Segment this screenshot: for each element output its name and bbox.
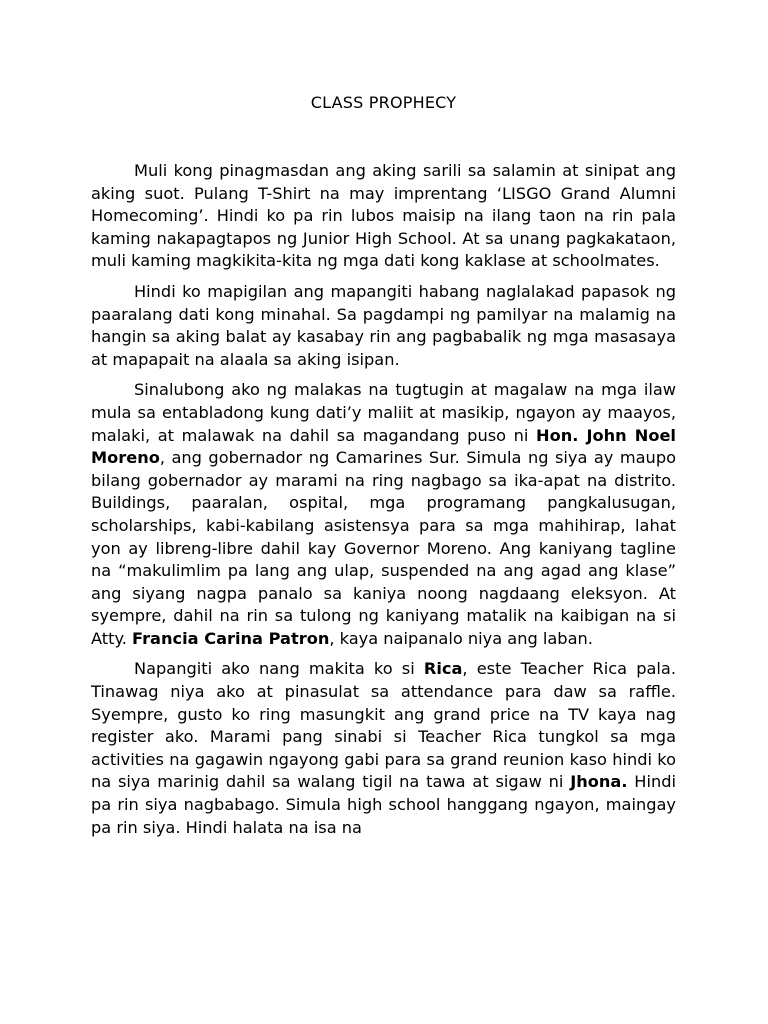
document-title: CLASS PROPHECY bbox=[310, 93, 457, 112]
paragraph-text: Napangiti ako nang makita ko si bbox=[134, 659, 424, 679]
paragraph-text: Hindi pa rin siya nagbabago. Simula high school hanggang ngayon, maingay pa rin siya. Hindi halata na isa na bbox=[91, 772, 676, 837]
paragraph bbox=[91, 658, 676, 839]
bold-name: Francia Carina Patron bbox=[132, 628, 330, 648]
bold-name: Rica bbox=[423, 659, 463, 679]
bold-name: Jhona. bbox=[570, 772, 628, 792]
paragraph-text: Sinalubong ako ng malakas na tugtugin at magalaw na mga ilaw mula sa entabladong kung dati’y maliit at masikip, ngayon ay maayos, malaki, at malawak na dahil sa magandang puso ni bbox=[91, 380, 676, 445]
paragraph-text: , ang gobernador ng Camarines Sur. Simula ng siya ay maupo bilang gobernador ay marami na ring nagbago sa ika-apat na distrito. Buildings, paaralan, ospital, mga programang pangkalusugan, scholarships, kabi-kabilang asistensya para sa mga mahihirap, lahat yon ay libreng-libre dahil kay Governor Moreno. Ang kaniyang tagline na “makulimlim pa lang ang ulap, suspended na ang agad ang klase” ang siyang nagpa panalo sa kaniya noong nagdaang eleksyon. At syempre, dahil na rin sa tulong ng kaniyang matalik na kaibigan na si Atty. bbox=[91, 448, 676, 648]
paragraph bbox=[91, 379, 676, 650]
paragraph bbox=[91, 281, 676, 371]
paragraph-text: , este Teacher Rica pala. Tinawag niya ako at pinasulat sa attendance para daw sa raffle. Syempre, gusto ko ring masungkit ang grand price na TV kaya nag register ako. Marami pang sinabi si Teacher Rica tungkol sa mga activities na gagawin ngayong gabi para sa grand reunion kaso hindi ko na siya marinig dahil sa walang tigil na tawa at sigaw ni bbox=[91, 659, 676, 792]
paragraph-text: Hindi ko mapigilan ang mapangiti habang naglalakad papasok ng paaralang dati kong minahal. Sa pagdampi ng pamilyar na malamig na hangin sa aking balat ay kasabay rin ang pagbabalik ng mga masasaya at mapapait na alaala sa aking isipan. bbox=[91, 281, 676, 369]
document-body bbox=[91, 160, 676, 839]
paragraph-text: , kaya naipanalo niya ang laban. bbox=[329, 628, 593, 648]
paragraph bbox=[91, 160, 676, 273]
paragraph-text: Muli kong pinagmasdan ang aking sarili sa salamin at sinipat ang aking suot. Pulang T-Shirt na may imprentang ‘LISGO Grand Alumni Homecoming’. Hindi ko pa rin lubos maisip na ilang taon na rin pala kaming nakapagtapos ng Junior High School. At sa unang pagkakataon, muli kaming magkikita-kita ng mga dati kong kaklase at schoolmates. bbox=[91, 161, 676, 271]
bold-name: Hon. John Noel Moreno bbox=[91, 425, 676, 468]
